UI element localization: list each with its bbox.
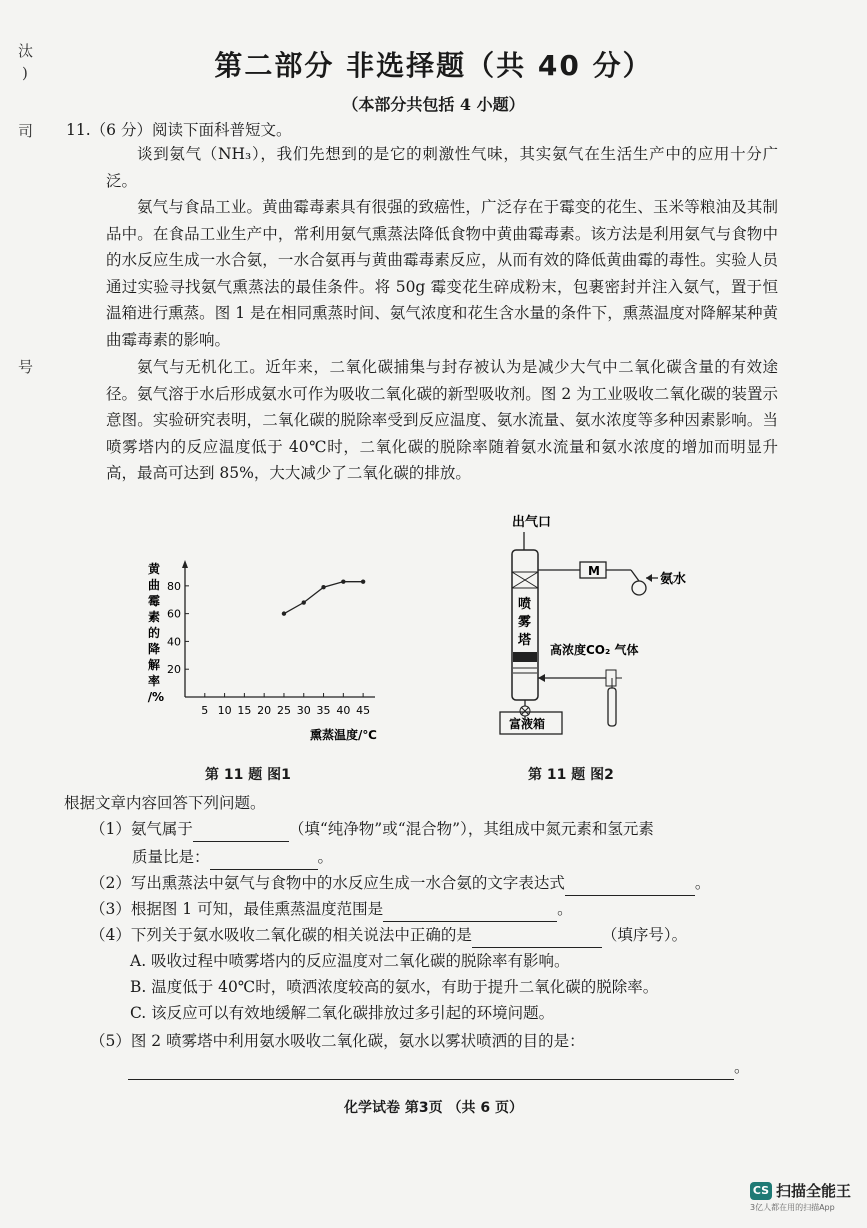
figure2-apparatus — [496, 512, 706, 737]
y-label-char: 解 — [147, 658, 161, 672]
scanner-slogan: 3亿人都在用的扫描App — [750, 1203, 835, 1212]
subquestion-1-cont: 质量比是： 。 — [132, 844, 333, 870]
y-tick-label: 60 — [167, 607, 181, 621]
subquestion-4: （4）下列关于氨水吸收二氧化碳的相关说法中正确的是 （填序号）。 — [90, 922, 687, 948]
y-label-char: 降 — [147, 642, 161, 656]
scanner-logo-icon: CS — [750, 1182, 772, 1200]
y-tick-label: 80 — [167, 579, 181, 593]
co2-gas-label: 高浓度CO₂ 气体 — [550, 643, 639, 657]
y-tick-label: 20 — [167, 663, 181, 677]
figure1-caption: 第 11 题 图1 — [205, 767, 291, 783]
y-label-char: 素 — [147, 610, 161, 624]
answer-blank[interactable] — [128, 1061, 734, 1080]
subquestion-5: （5）图 2 喷雾塔中利用氨水吸收二氧化碳，氨水以雾状喷洒的目的是： — [90, 1032, 585, 1050]
option-b: B. 温度低于 40℃时，喷洒浓度较高的氨水，有助于提升二氧化碳的脱除率。 — [130, 978, 659, 996]
outlet-label: 出气口 — [512, 515, 552, 530]
option-a: A. 吸收过程中喷雾塔内的反应温度对二氧化碳的脱除率有影响。 — [130, 952, 570, 970]
subquestion-3: （3）根据图 1 可知，最佳熏蒸温度范围是 。 — [90, 896, 573, 922]
y-label-char: 的 — [147, 626, 161, 640]
x-tick-label: 40 — [336, 704, 351, 717]
svg-text:M: M — [588, 564, 600, 578]
x-tick-label: 5 — [201, 704, 209, 717]
data-point — [341, 579, 345, 583]
scanner-badge — [750, 1178, 860, 1212]
answer-blank[interactable] — [383, 903, 557, 922]
subquestion-1: （1）氨气属于 （填“纯净物”或“混合物”），其组成中氮元素和氢元素 — [90, 816, 654, 842]
tower-label: 雾 — [518, 615, 532, 630]
figure2-caption: 第 11 题 图2 — [528, 767, 614, 783]
data-point — [361, 579, 365, 583]
answer-blank[interactable] — [565, 877, 695, 896]
x-tick-label: 10 — [217, 704, 232, 717]
page-footer: 化学试卷 第3页 （共 6 页） — [344, 1100, 523, 1116]
x-tick-label: 45 — [356, 704, 371, 717]
figure1-chart — [140, 555, 400, 755]
y-label-char: 曲 — [147, 578, 161, 592]
section-subtitle: （本部分共包括 4 小题） — [342, 95, 525, 114]
x-axis-label: 熏蒸温度/℃ — [310, 728, 377, 742]
pump-icon — [632, 581, 646, 595]
ammonia-inlet-label: 氨水 — [660, 572, 687, 587]
y-label-char: 黄 — [147, 562, 161, 576]
answer-blank[interactable] — [472, 929, 602, 948]
data-point — [282, 611, 286, 615]
y-axis-label — [148, 561, 164, 704]
tower-label: 塔 — [518, 633, 532, 648]
question-header: 11.（6 分）阅读下面科普短文。 — [66, 121, 292, 139]
paragraph-intro: 谈到氨气（NH₃），我们先想到的是它的刺激性气味，其实氨气在生活生产中的应用十分广泛。 — [106, 145, 778, 190]
margin-mark: ) — [22, 64, 28, 82]
svg-text:富液箱: 富液箱 — [509, 717, 546, 731]
question-prompt: 根据文章内容回答下列问题。 — [64, 794, 266, 812]
y-label-char: 霉 — [147, 594, 161, 608]
section-title: 第二部分 非选择题（共 40 分） — [214, 49, 653, 82]
y-label-char: / — [147, 690, 153, 704]
option-c: C. 该反应可以有效地缓解二氧化碳排放过多引起的环境问题。 — [130, 1004, 555, 1022]
margin-mark: 号 — [18, 358, 34, 376]
scanner-name: 扫描全能王 — [776, 1182, 852, 1200]
data-point — [302, 600, 306, 604]
x-tick-label: 30 — [296, 704, 311, 717]
y-label-char: % — [151, 690, 165, 704]
subquestion-5-answer: 。 — [128, 1054, 750, 1080]
margin-mark: 司 — [18, 122, 34, 140]
y-tick-label: 40 — [167, 635, 181, 649]
x-tick-label: 20 — [257, 704, 272, 717]
subquestion-2: （2）写出熏蒸法中氨气与食物中的水反应生成一水合氨的文字表达式 。 — [90, 870, 710, 896]
margin-mark: 汰 — [18, 42, 34, 60]
x-tick-label: 15 — [237, 704, 252, 717]
x-tick-label: 25 — [276, 704, 291, 717]
data-point — [321, 585, 325, 589]
y-label-char: 率 — [147, 674, 161, 688]
paragraph-inorganic: 氨气与无机化工。近年来，二氧化碳捕集与封存被认为是减少大气中二氧化碳含量的有效途径。氨气溶于水后形成氨水可作为吸收二氧化碳的新型吸收剂。图 2 为工业吸收二氧化碳的装置示意图。实验研究表明，二氧化碳的脱除率受到反应温度、氨水流量、氨水浓度等多种因素影响。当喷雾塔内的反应温度低于 40℃时，二氧化碳的脱除率随着氨水流量和氨水浓度的增加而明显升高，最高可达到 85%，大大减少了二氧化碳的排放。 — [106, 358, 778, 482]
x-tick-label: 35 — [316, 704, 331, 717]
tower-label: 喷 — [518, 597, 532, 612]
paragraph-food-industry: 氨气与食品工业。黄曲霉毒素具有很强的致癌性，广泛存在于霉变的花生、玉米等粮油及其制品中。在食品工业生产中，常利用氨气熏蒸法降低食物中黄曲霉毒素。该方法是利用氨气与食物中的水反应生成一水合氨，一水合氨再与黄曲霉毒素反应，从而有效的降低黄曲霉的毒性。实验人员通过实验寻找氨气熏蒸法的最佳条件。将 50g 霉变花生碎成粉末，包裹密封并注入氨气，置于恒温箱进行熏蒸。图 1 是在相同熏蒸时间、氨气浓度和花生含水量的条件下，熏蒸温度对降解某种黄曲霉毒素的影响。 — [106, 198, 778, 349]
gas-cylinder — [608, 688, 616, 726]
answer-blank[interactable] — [210, 851, 318, 870]
answer-blank[interactable] — [193, 823, 289, 842]
